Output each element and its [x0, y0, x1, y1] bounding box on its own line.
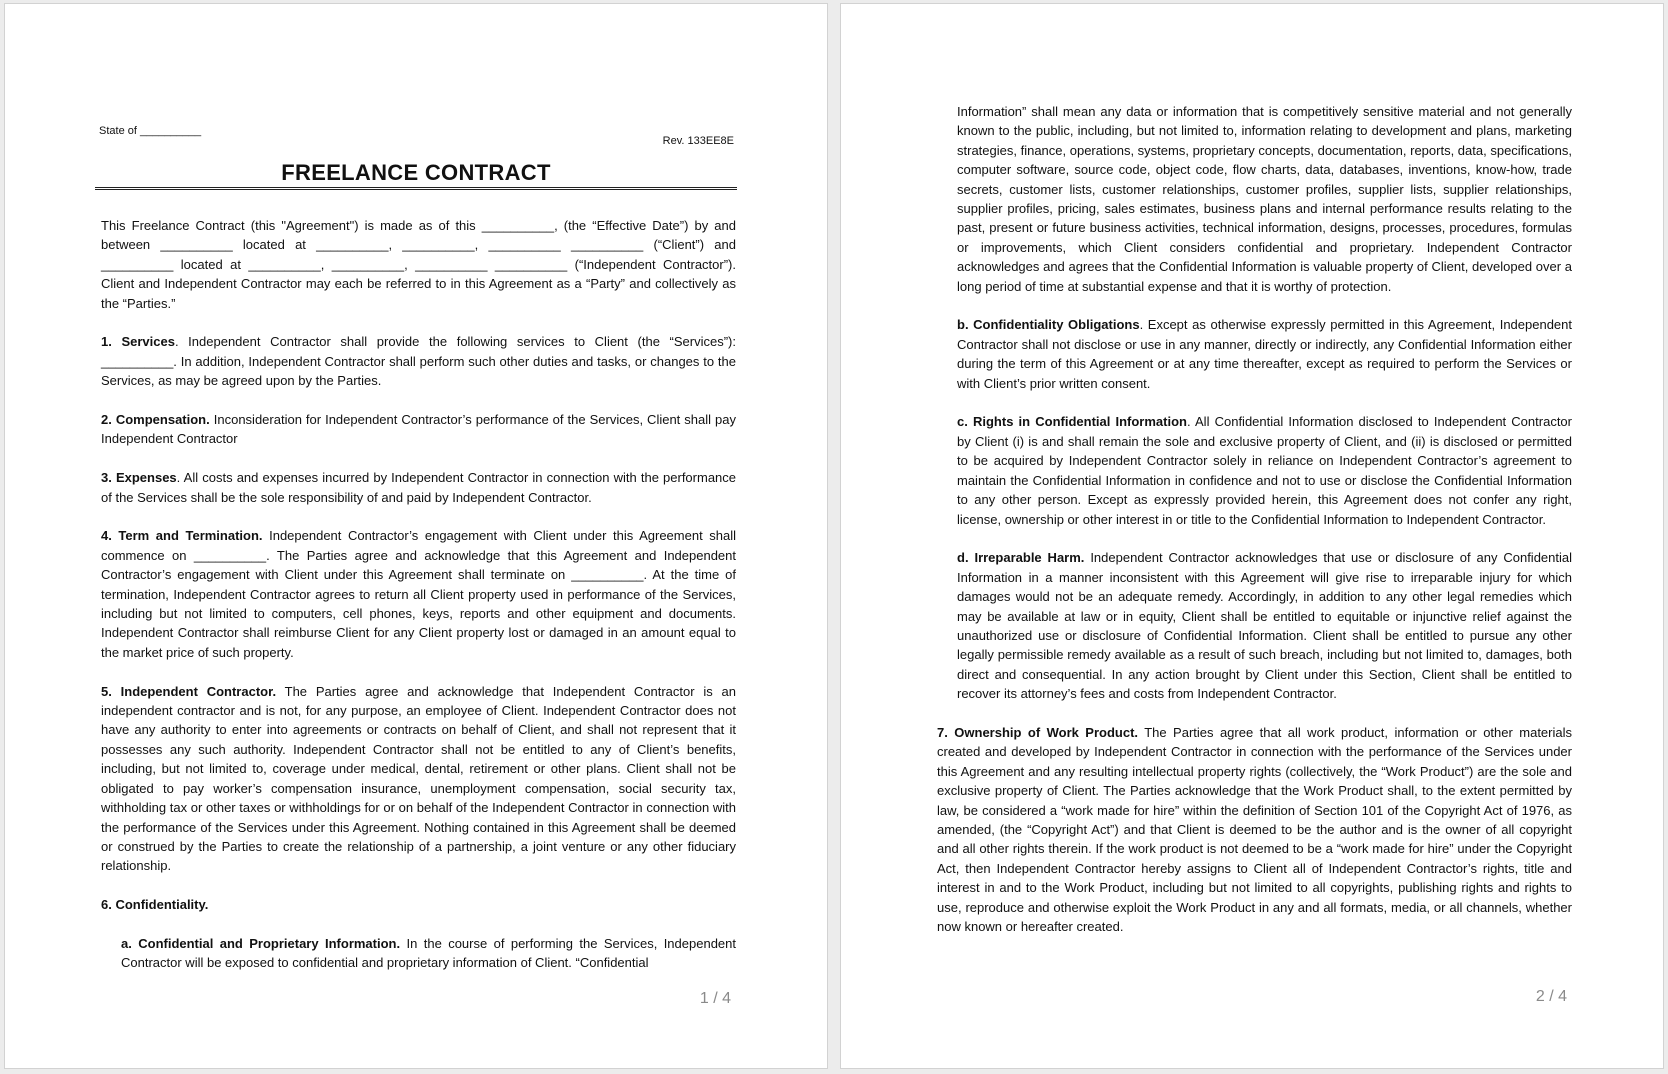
section-compensation — [101, 410, 736, 449]
title-divider — [95, 187, 737, 190]
subsection-heading: c. Rights in Confidential Information — [957, 414, 1187, 430]
subsection-text: In the course of performing the Services, Independent Contractor will be exposed to confidential and proprietary information of Client. “Confidential — [121, 935, 736, 971]
section-heading: 5. Independent Contractor. — [101, 683, 277, 699]
section-heading: 7. Ownership of Work Product. — [937, 724, 1139, 740]
section-text: The Parties agree that all work product, information or other materials created and developed by Independent Contractor in connection with the performance of the Services under this Agreement and any resulting intellectual property rights (collectively, the “Work Product”) are the sole and exclusive property of Client. The Parties acknowledge that the Work Product shall, to the extent permitted by law, be considered a “work made for hire” within the definition of Section 101 of the Copyright Act of 1976, as amended, (the “Copyright Act”) and that Client is deemed to be the author and is the owner of all copyright and all other rights therein. If the work product is not deemed to be a “work made for hire” under the Copyright Act, then Independent Contractor hereby assigns to Client all of Independent Contractor’s rights, title and interest in and to the Work Product, including but not limited to all copyrights, publishing rights and rights to use, reproduce and otherwise exploit the Work Product in any and all formats, media, or all channels, whether now known or hereafter created. — [937, 724, 1572, 934]
subsection-heading: a. Confidential and Proprietary Information. — [121, 935, 401, 951]
section-confidentiality-heading: 6. Confidentiality. — [101, 897, 209, 913]
page-number: 1 / 4 — [699, 990, 731, 1007]
section-independent-contractor — [101, 682, 736, 876]
document-page-2 — [840, 3, 1664, 1069]
subsection-text: . All Confidential Information disclosed to Independent Contractor by Client (i) is and shall remain the sole and exclusive property of Client, and (ii) is disclosed or permitted to be acquired by Independent Contractor solely in reliance on Independent Contractor’s agreement to maintain the Confidential Information in confidence and not to use or disclose the Confidential Information to any other person. Except as expressly provided herein, this Agreement does not confer any right, license, ownership or other interest in or title to the Confidential Information to Independent Contractor. — [957, 414, 1572, 527]
section-text: Independent Contractor’s engagement with Client under this Agreement shall commence on __________. The Parties agree and acknowledge that this Agreement and Independent Contractor’s engagement with Client under this Agreement shall terminate on __________. At the time of termination, Independent Contractor agrees to return all Client property used in performance of the Services, including but not limited to computers, cell phones, keys, reports and other equipment and documents. Independent Contractor shall reimburse Client for any Client property lost or damaged in an amount equal to the market price of such property. — [101, 528, 736, 660]
section-text: . Independent Contractor shall provide the following services to Client (the “Services”): __________. In addition, Independent Contractor shall perform such other duties and tasks, or changes to the Services, as may be agreed upon by the Parties. — [101, 334, 736, 389]
page-1-body — [101, 216, 736, 973]
subsection-confidentiality-obligations — [957, 315, 1572, 393]
section-heading: 2. Compensation. — [101, 412, 210, 428]
section-heading: 3. Expenses — [101, 470, 177, 486]
section-text: Inconsideration for Independent Contractor’s performance of the Services, Client shall pay Independent Contractor — [101, 412, 736, 447]
document-page-1 — [4, 3, 828, 1069]
section-heading: 1. Services — [101, 334, 175, 350]
section-text: . All costs and expenses incurred by Independent Contractor in connection with the performance of the Services shall be the sole responsibility of and paid by Independent Contractor. — [101, 470, 737, 505]
subsection-heading: b. Confidentiality Obligations — [957, 317, 1140, 333]
subsection-confidential-information — [121, 934, 736, 973]
revision-code: Rev. 133EE8E — [662, 135, 734, 147]
subsection-heading: d. Irreparable Harm. — [957, 550, 1085, 566]
subsection-text: . Except as otherwise expressly permitted in this Agreement, Independent Contractor shall not disclose or use in any manner, directly or indirectly, any Confidential Information either during the term of this Agreement or at any time thereafter, except as required to perform the Services or with Client’s prior written consent. — [957, 317, 1573, 391]
section-ownership-work-product — [937, 723, 1572, 936]
intro-paragraph: This Freelance Contract (this "Agreement") is made as of this __________, (the “Effective Date”) by and between __________ located at __________, __________, __________ __________ (“Client”) and __________ located at __________, __________, __________ __________ (“Independent Contractor”). Client and Independent Contractor may each be referred to in this Agreement as a “Party” and collectively as the “Parties.” — [101, 218, 736, 311]
section-heading: 4. Term and Termination. — [101, 528, 263, 544]
subsection-text: Independent Contractor acknowledges that use or disclosure of any Confidential Information in a manner inconsistent with this Agreement will give rise to irreparable injury for which damages would not be an adequate remedy. Accordingly, in addition to any other legal remedies which may be available at law or in equity, Client shall be entitled to equitable or injunctive relief against the unauthorized use or disclosure of Confidential Information. Client shall be entitled to pursue any other legally permissible remedy available as a result of such breach, including but not limited to, damages, both direct and consequential. In any action brought by Client under this Section, Client shall be entitled to recover its attorney’s fees and costs from Independent Contractor. — [957, 550, 1572, 702]
section-text: The Parties agree and acknowledge that Independent Contractor is an independent contractor and is not, for any purpose, an employee of Client. Independent Contractor does not have any authority to enter into agreements or contracts on behalf of Client, and shall not represent that it possesses any such authority. Independent Contractor shall not be entitled to any of Client’s benefits, including, but not limited to, coverage under medical, dental, retirement or other plans. Client shall not be obligated to pay worker’s compensation insurance, unemployment compensation, social security tax, withholding tax or other taxes or withholdings for or on behalf of the Independent Contractor in connection with the performance of the Services under this Agreement. Nothing contained in this Agreement shall be deemed or construed by the Parties to create the relationship of a partnership, a joint venture or any other fiduciary relationship. — [101, 683, 736, 874]
page-2-body — [937, 102, 1572, 936]
confidential-information-continued: Information” shall mean any data or information that is competitively sensitive material and not generally known to the public, including, but not limited to, information relating to development and plans, marketing strategies, finance, operations, systems, proprietary concepts, documentation, reports, data, specifications, computer software, source code, object code, flow charts, data, databases, inventions, know-how, trade secrets, customer lists, customer relationships, customer profiles, supplier lists, supplier relationships, supplier profiles, pricing, sales estimates, business plans and internal performance results relating to the past, present or future business activities, technical information, designs, processes, procedures, formulas or improvements, which Client considers confidential and proprietary. Independent Contractor acknowledges and agrees that the Confidential Information is valuable property of Client, developed over a long period of time at substantial expense and that it is worthy of protection. — [957, 104, 1572, 294]
subsection-irreparable-harm — [957, 548, 1572, 703]
section-services — [101, 332, 736, 390]
document-title: FREELANCE CONTRACT — [281, 160, 551, 185]
section-expenses — [101, 468, 736, 507]
section-term-termination — [101, 526, 736, 662]
state-line: State of __________ — [99, 125, 202, 137]
page-number: 2 / 4 — [1535, 988, 1567, 1005]
subsection-rights-confidential-information — [957, 412, 1572, 528]
